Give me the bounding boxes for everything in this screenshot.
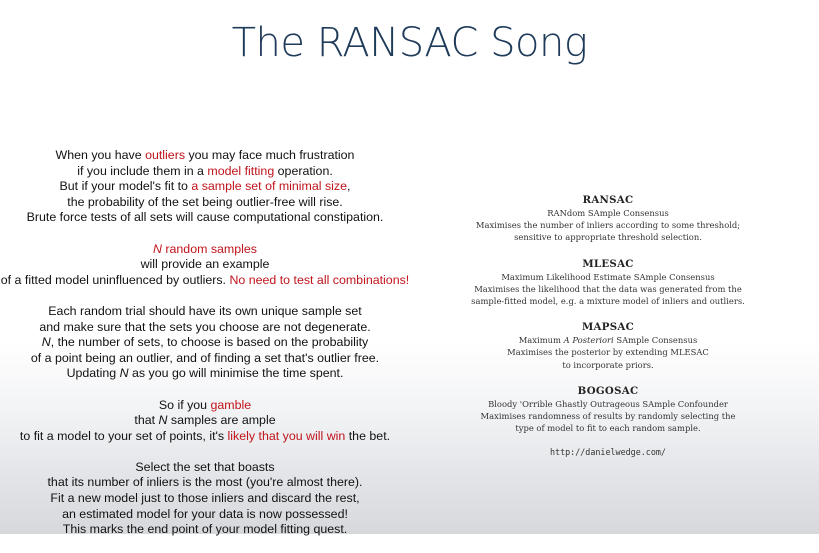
acronym-heading: MLESAC [582,257,634,270]
lyric-line: N, the number of sets, to choose is based on the probability [41,335,369,350]
definition-text: Maximises the posterior by extending MLESAC [507,347,709,358]
definition-mapsac [448,320,768,371]
highlighted-phrase: gamble [210,397,252,412]
lyric-line: if you include them in a model fitting operation. [77,163,333,178]
highlighted-phrase: likely that you will win [227,428,346,443]
source-url: http://danielwedge.com/ [550,447,666,458]
verse-3 [0,304,410,382]
verse-5 [0,460,410,538]
highlighted-phrase: a sample set of minimal size [191,179,348,194]
lyric-line [0,242,410,258]
definition-text: to incorporate priors. [562,359,654,370]
acronym-expansion: Maximum Likelihood Estimate SAmple Consensus [501,271,715,282]
lyric-line: that its number of inliers is the most (you're almost there). [47,475,363,490]
lyric-line: So if you gamble [158,397,252,412]
acronym-definitions [448,193,768,457]
acronym-heading: BOGOSAC [577,384,639,397]
verse-4 [0,398,410,445]
definition-mlesac [448,257,768,308]
slide-title: The RANSAC Song [231,20,588,66]
lyric-line: the probability of the set being outlier-free will rise. [67,194,343,209]
lyric-line: and make sure that the sets you choose are not degenerate. [39,319,371,334]
verse-2 [0,242,410,289]
lyric-line: When you have outliers you may face much frustration [55,148,355,162]
lyric-line: Select the set that boasts [135,459,275,474]
definition-text: Maximises the likelihood that the data was generated from the [474,283,742,294]
lyric-line: Fit a new model just to those inliers and discard the rest, [50,491,360,506]
definition-text: type of model to fit to each random sample. [515,423,701,434]
acronym-heading: MAPSAC [581,321,634,334]
lyric-line: Each random trial should have its own unique sample set [48,303,362,318]
ransac-song-lyrics [0,148,410,553]
highlighted-phrase: model fitting [207,163,275,178]
definition-text: Maximises the number of inliers according to some threshold; [475,220,741,231]
lyric-line: of a fitted model uninfluenced by outliers. No need to test all combinations! [0,272,410,287]
lyric-line: of a point being an outlier, and of finding a set that's outlier free. [30,350,380,365]
acronym-heading: RANSAC [582,194,634,206]
definition-ransac [448,193,768,244]
acronym-expansion: Bloody 'Orrible Ghastly Outrageous SAmple Confounder [488,398,728,409]
lyric-line: Brute force tests of all sets will cause computational constipation. [26,210,384,225]
definition-text: sample-fitted model, e.g. a mixture model of inliers and outliers. [471,296,745,307]
acronym-expansion: Maximum A Posteriori SAmple Consensus [518,335,698,346]
highlighted-phrase: N [153,241,162,256]
lyric-line: an estimated model for your data is now possessed! [62,506,348,521]
highlighted-phrase: No need to test all combinations! [229,272,410,287]
definition-text: Maximises randomness of results by randomly selecting the [480,411,736,422]
lyric-line: that N samples are ample [134,413,276,428]
highlighted-phrase: outliers [145,148,186,162]
definition-bogosac [448,384,768,435]
acronym-expansion: RANdom SAmple Consensus [547,208,669,218]
lyric-line: But if your model's fit to a sample set of minimal size, [59,179,351,194]
lyric-line: to fit a model to your set of points, it's likely that you will win the bet. [19,428,391,443]
verse-1 [0,148,410,226]
lyric-line: Updating N as you go will minimise the time spent. [66,366,344,381]
definition-text: sensitive to appropriate threshold selection. [514,232,702,243]
lyric-line: will provide an example [140,257,270,272]
highlighted-phrase: random samples [161,241,257,256]
lyric-line: This marks the end point of your model fitting quest. [62,522,348,537]
